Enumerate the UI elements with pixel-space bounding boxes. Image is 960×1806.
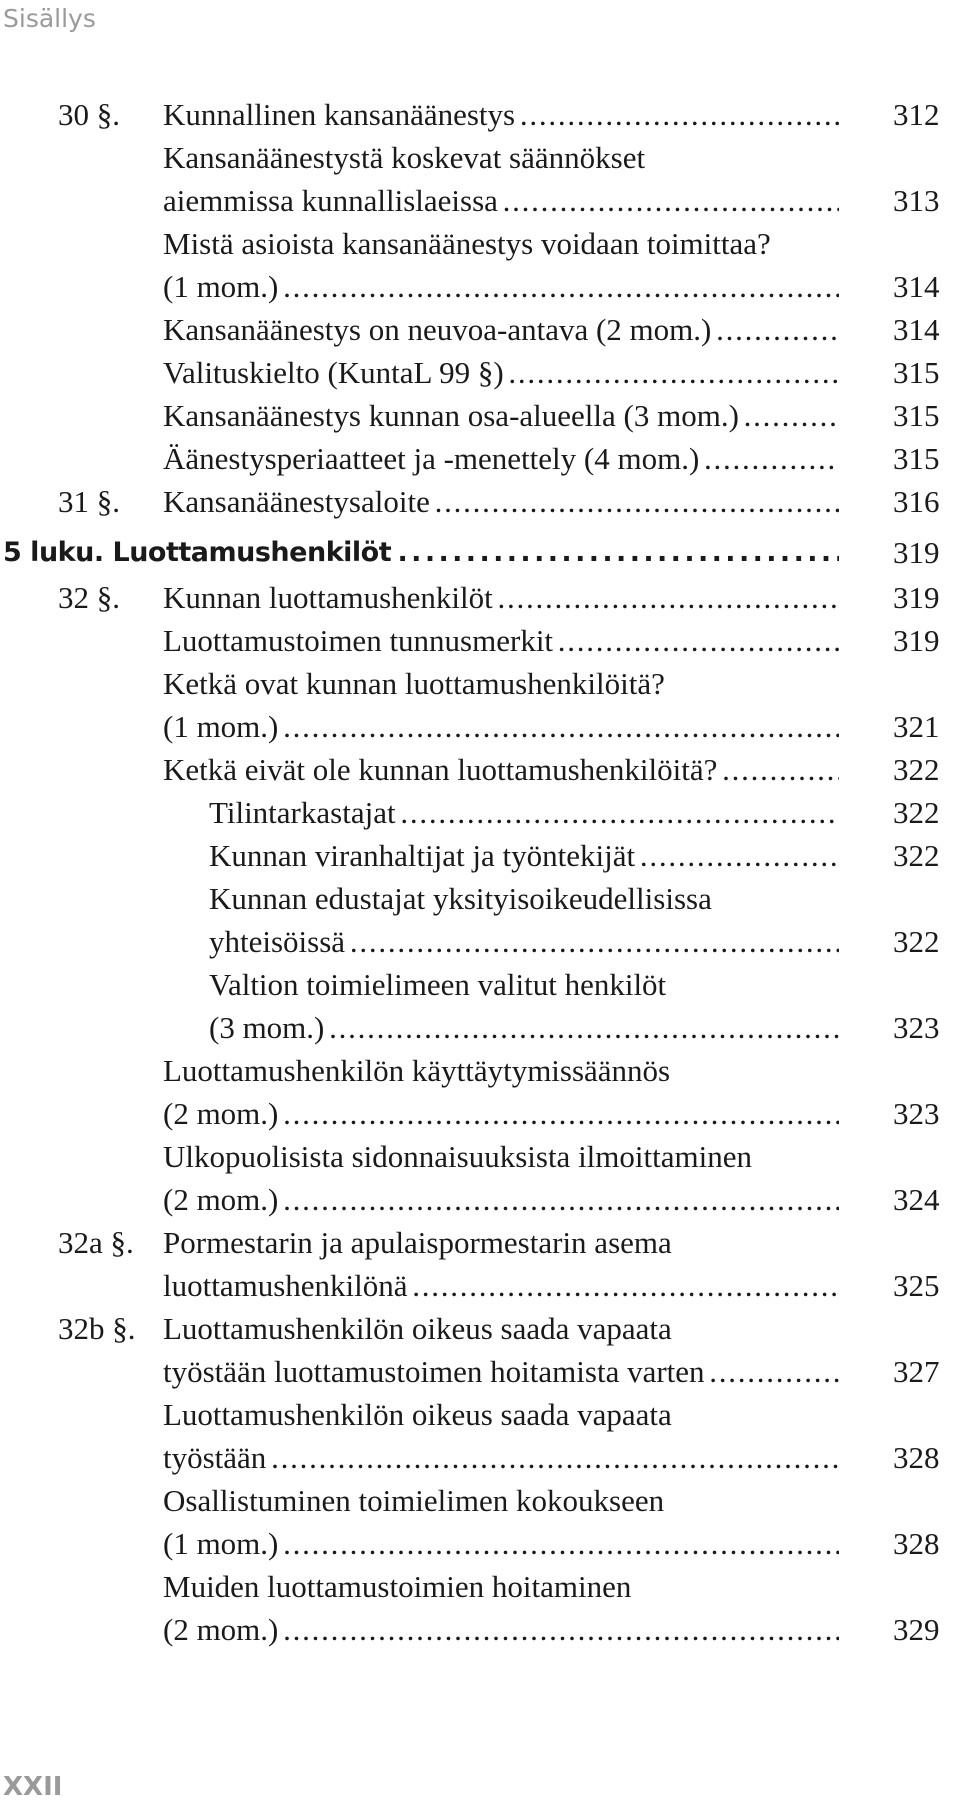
page-reference: 327 bbox=[893, 1354, 940, 1389]
toc-entry bbox=[0, 920, 960, 963]
toc-entry bbox=[0, 1092, 960, 1135]
entry-title-text: Valtion toimielimeen valitut henkilöt bbox=[209, 967, 667, 1002]
entry-title-text: (1 mom.) bbox=[163, 1526, 279, 1561]
entry-title-text: Luottamushenkilön oikeus saada vapaata bbox=[163, 1397, 672, 1432]
entry-title bbox=[163, 619, 839, 662]
entry-title-text: (3 mom.) bbox=[209, 1010, 325, 1045]
entry-title bbox=[163, 93, 839, 136]
section-number: 32 §. bbox=[58, 580, 120, 615]
entry-title bbox=[163, 1479, 664, 1522]
entry-title bbox=[163, 1522, 839, 1565]
toc-entry bbox=[0, 480, 960, 523]
toc-entry bbox=[0, 662, 960, 705]
entry-title bbox=[163, 308, 839, 351]
page-reference: 323 bbox=[893, 1010, 940, 1045]
entry-title bbox=[163, 576, 839, 619]
entry-title-text: työstään bbox=[163, 1440, 267, 1475]
page-reference: 314 bbox=[893, 269, 940, 304]
entry-title bbox=[163, 351, 839, 394]
entry-title-text: Kunnan edustajat yksityisoikeudellisissa bbox=[209, 881, 712, 916]
toc-entry bbox=[0, 1264, 960, 1307]
page-reference: 315 bbox=[893, 398, 940, 433]
page-reference: 322 bbox=[893, 752, 940, 787]
entry-title bbox=[163, 1178, 839, 1221]
section-number: 30 §. bbox=[58, 97, 120, 132]
section-number: 31 §. bbox=[58, 484, 120, 519]
toc-entry bbox=[0, 1608, 960, 1651]
chapter-heading bbox=[0, 531, 960, 574]
entry-title-text: Valituskielto (KuntaL 99 §) bbox=[163, 355, 504, 390]
page-number: XXII bbox=[3, 1772, 63, 1802]
entry-title bbox=[163, 1608, 839, 1651]
entry-title-text: työstään luottamustoimen hoitamista varten bbox=[163, 1354, 705, 1389]
entry-title bbox=[163, 1436, 839, 1479]
toc-entry bbox=[0, 877, 960, 920]
entry-title-text: Luottamustoimen tunnusmerkit bbox=[163, 623, 554, 658]
page-reference: 314 bbox=[893, 312, 940, 347]
toc-entry bbox=[0, 136, 960, 179]
toc-entry bbox=[0, 93, 960, 136]
toc-entry bbox=[0, 394, 960, 437]
page-reference: 316 bbox=[893, 484, 940, 519]
toc-entry bbox=[0, 1350, 960, 1393]
page-reference: 323 bbox=[893, 1096, 940, 1131]
page-reference: 321 bbox=[893, 709, 940, 744]
entry-title-text: (1 mom.) bbox=[163, 709, 279, 744]
toc-entry bbox=[0, 748, 960, 791]
toc-entry bbox=[0, 351, 960, 394]
toc-entry bbox=[0, 308, 960, 351]
table-of-contents bbox=[0, 93, 960, 1651]
entry-title-text: Ulkopuolisista sidonnaisuuksista ilmoittaminen bbox=[163, 1139, 752, 1174]
entry-title bbox=[209, 1006, 839, 1049]
entry-title-text: Mistä asioista kansanäänestys voidaan toimittaa? bbox=[163, 226, 771, 261]
entry-title bbox=[163, 748, 839, 791]
page-reference: 322 bbox=[893, 924, 940, 959]
entry-title bbox=[163, 437, 839, 480]
entry-title bbox=[163, 705, 839, 748]
entry-title bbox=[163, 1092, 839, 1135]
entry-title-text: (2 mom.) bbox=[163, 1182, 279, 1217]
entry-title-text: Osallistuminen toimielimen kokoukseen bbox=[163, 1483, 665, 1518]
entry-title bbox=[163, 179, 839, 222]
entry-title-text: Kansanäänestystä koskevat säännökset bbox=[163, 140, 646, 175]
entry-title-text: 5 luku. Luottamushenkilöt bbox=[3, 537, 392, 568]
toc-entry bbox=[0, 1049, 960, 1092]
toc-entry bbox=[0, 619, 960, 662]
toc-entry bbox=[0, 1479, 960, 1522]
entry-title-text: Kansanäänestys on neuvoa-antava (2 mom.) bbox=[163, 312, 712, 347]
running-header: Sisällys bbox=[3, 4, 96, 33]
entry-title-text: Tilintarkastajat bbox=[209, 795, 396, 830]
section-number: 32b §. bbox=[58, 1311, 136, 1346]
entry-title-text: Kunnan luottamushenkilöt bbox=[163, 580, 493, 615]
page-reference: 328 bbox=[893, 1526, 940, 1561]
toc-entry bbox=[0, 963, 960, 1006]
toc-entry bbox=[0, 1307, 960, 1350]
toc-entry bbox=[0, 576, 960, 619]
page-reference: 315 bbox=[893, 355, 940, 390]
entry-title-text: yhteisöissä bbox=[209, 924, 346, 959]
entry-title-text: (1 mom.) bbox=[163, 269, 279, 304]
entry-title-text: (2 mom.) bbox=[163, 1096, 279, 1131]
toc-entry bbox=[0, 791, 960, 834]
entry-title bbox=[163, 1565, 631, 1608]
toc-entry bbox=[0, 265, 960, 308]
toc-entry bbox=[0, 1522, 960, 1565]
entry-title bbox=[163, 1135, 752, 1178]
entry-title bbox=[163, 1307, 672, 1350]
entry-title bbox=[209, 963, 666, 1006]
toc-entry bbox=[0, 437, 960, 480]
toc-entry bbox=[0, 1221, 960, 1264]
entry-title bbox=[163, 1350, 839, 1393]
entry-title bbox=[163, 265, 839, 308]
entry-title-text: Luottamushenkilön käyttäytymissäännös bbox=[163, 1053, 671, 1088]
entry-title-text: luottamushenkilönä bbox=[163, 1268, 408, 1303]
page-reference: 328 bbox=[893, 1440, 940, 1475]
toc-entry bbox=[0, 1135, 960, 1178]
entry-title bbox=[209, 877, 712, 920]
entry-title-text: Kunnallinen kansanäänestys bbox=[163, 97, 516, 132]
entry-title bbox=[163, 136, 645, 179]
page-reference: 329 bbox=[893, 1612, 940, 1647]
entry-title bbox=[163, 480, 839, 523]
entry-title-text: Kunnan viranhaltijat ja työntekijät bbox=[209, 838, 636, 873]
page-reference: 324 bbox=[893, 1182, 940, 1217]
page-reference: 312 bbox=[893, 97, 940, 132]
toc-entry bbox=[0, 1393, 960, 1436]
page-reference: 322 bbox=[893, 838, 940, 873]
toc-entry bbox=[0, 222, 960, 265]
toc-entry bbox=[0, 1006, 960, 1049]
page-reference: 319 bbox=[893, 580, 940, 615]
entry-title bbox=[209, 920, 839, 963]
page-reference: 319 bbox=[893, 623, 940, 658]
entry-title-text: Luottamushenkilön oikeus saada vapaata bbox=[163, 1311, 672, 1346]
page-reference: 313 bbox=[893, 183, 940, 218]
toc-entry bbox=[0, 1565, 960, 1608]
entry-title bbox=[163, 1221, 672, 1264]
entry-title-text: Kansanäänestys kunnan osa-alueella (3 mom.) bbox=[163, 398, 739, 433]
entry-title-text: Kansanäänestysaloite bbox=[163, 484, 430, 519]
toc-entry bbox=[0, 1436, 960, 1479]
entry-title-text: Ketkä eivät ole kunnan luottamushenkilöitä? bbox=[163, 752, 718, 787]
entry-title-text: Pormestarin ja apulaispormestarin asema bbox=[163, 1225, 672, 1260]
entry-title-text: Muiden luottamustoimien hoitaminen bbox=[163, 1569, 632, 1604]
entry-title-text: Äänestysperiaatteet ja -menettely (4 mom.) bbox=[163, 441, 700, 476]
page-reference: 322 bbox=[893, 795, 940, 830]
entry-title bbox=[209, 834, 839, 877]
entry-title bbox=[163, 1393, 672, 1436]
page-reference: 315 bbox=[893, 441, 940, 476]
entry-title bbox=[163, 1264, 839, 1307]
toc-entry bbox=[0, 179, 960, 222]
entry-title bbox=[163, 394, 839, 437]
section-number: 32a §. bbox=[58, 1225, 134, 1260]
entry-title-text: aiemmissa kunnallislaeissa bbox=[163, 183, 498, 218]
entry-title-text: (2 mom.) bbox=[163, 1612, 279, 1647]
toc-entry bbox=[0, 1178, 960, 1221]
entry-title bbox=[163, 662, 665, 705]
page-reference: 319 bbox=[893, 535, 940, 570]
toc-entry bbox=[0, 834, 960, 877]
entry-title-text: Ketkä ovat kunnan luottamushenkilöitä? bbox=[163, 666, 665, 701]
entry-title bbox=[209, 791, 839, 834]
toc-entry bbox=[0, 705, 960, 748]
entry-title bbox=[3, 531, 839, 574]
page-reference: 325 bbox=[893, 1268, 940, 1303]
entry-title bbox=[163, 222, 771, 265]
entry-title bbox=[163, 1049, 670, 1092]
